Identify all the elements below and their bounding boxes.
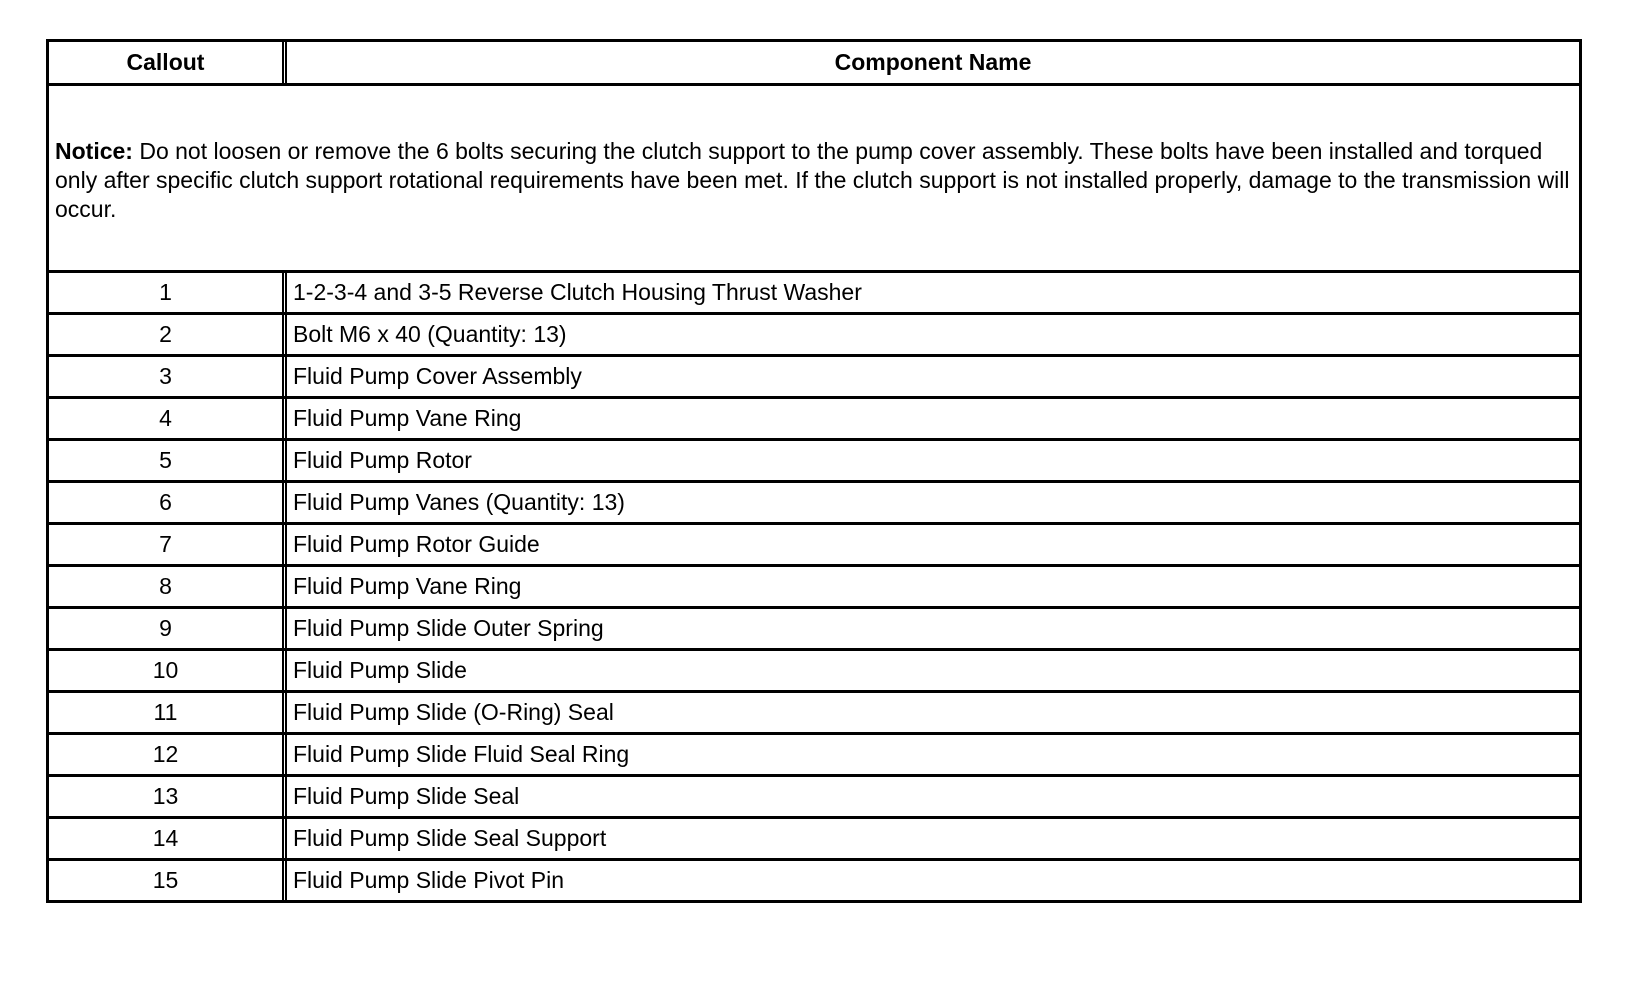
- callout-cell: 13: [49, 777, 287, 816]
- notice-text: [55, 137, 1573, 224]
- component-name-cell: Fluid Pump Slide Seal: [293, 783, 520, 809]
- component-name-cell: Bolt M6 x 40 (Quantity: 13): [293, 321, 567, 347]
- table-row: [49, 438, 1579, 480]
- callout-cell: 6: [49, 483, 287, 522]
- callout-cell: 12: [49, 735, 287, 774]
- table-row: [49, 564, 1579, 606]
- callout-cell: 1: [49, 273, 287, 312]
- table-row: [49, 354, 1579, 396]
- component-name-cell: Fluid Pump Vane Ring: [293, 405, 522, 431]
- table-row: [49, 396, 1579, 438]
- callout-cell: 9: [49, 609, 287, 648]
- table-row: [49, 690, 1579, 732]
- notice-body: Do not loosen or remove the 6 bolts securing the clutch support to the pump cover assembly. These bolts have been installed and torqued only after specific clutch support rotational requirements have been met. If the clutch support is not installed properly, damage to the transmission will occur.: [55, 137, 1570, 222]
- component-name-cell: Fluid Pump Slide (O-Ring) Seal: [293, 699, 614, 725]
- table-row: [49, 858, 1579, 900]
- table-row: [49, 648, 1579, 690]
- notice-row: [49, 83, 1579, 270]
- component-name-cell: Fluid Pump Vanes (Quantity: 13): [293, 489, 625, 515]
- callout-cell: 8: [49, 567, 287, 606]
- table-row: [49, 732, 1579, 774]
- header-component-name: Component Name: [834, 49, 1032, 75]
- table-row: [49, 606, 1579, 648]
- callout-cell: 14: [49, 819, 287, 858]
- table-row: [49, 480, 1579, 522]
- callout-cell: 7: [49, 525, 287, 564]
- component-name-cell: Fluid Pump Rotor Guide: [293, 531, 540, 557]
- component-name-cell: 1-2-3-4 and 3-5 Reverse Clutch Housing Thrust Washer: [293, 279, 862, 305]
- component-name-cell: Fluid Pump Slide Seal Support: [293, 825, 607, 851]
- component-name-cell: Fluid Pump Slide: [293, 657, 467, 683]
- notice-label: Notice:: [55, 137, 133, 164]
- component-name-cell: Fluid Pump Slide Outer Spring: [293, 615, 604, 641]
- table-row: [49, 270, 1579, 312]
- callout-cell: 5: [49, 441, 287, 480]
- callout-cell: 2: [49, 315, 287, 354]
- component-name-cell: Fluid Pump Slide Fluid Seal Ring: [293, 741, 630, 767]
- header-callout: Callout: [49, 42, 287, 83]
- table-row: [49, 816, 1579, 858]
- table-header-row: [49, 42, 1579, 83]
- component-name-cell: Fluid Pump Vane Ring: [293, 573, 522, 599]
- table-row: [49, 522, 1579, 564]
- parts-table: [46, 39, 1582, 903]
- callout-cell: 15: [49, 861, 287, 900]
- component-name-cell: Fluid Pump Cover Assembly: [293, 363, 582, 389]
- component-name-cell: Fluid Pump Rotor: [293, 447, 472, 473]
- component-name-cell: Fluid Pump Slide Pivot Pin: [293, 867, 565, 893]
- table-row: [49, 312, 1579, 354]
- callout-cell: 10: [49, 651, 287, 690]
- callout-cell: 11: [49, 693, 287, 732]
- callout-cell: 3: [49, 357, 287, 396]
- table-row: [49, 774, 1579, 816]
- callout-cell: 4: [49, 399, 287, 438]
